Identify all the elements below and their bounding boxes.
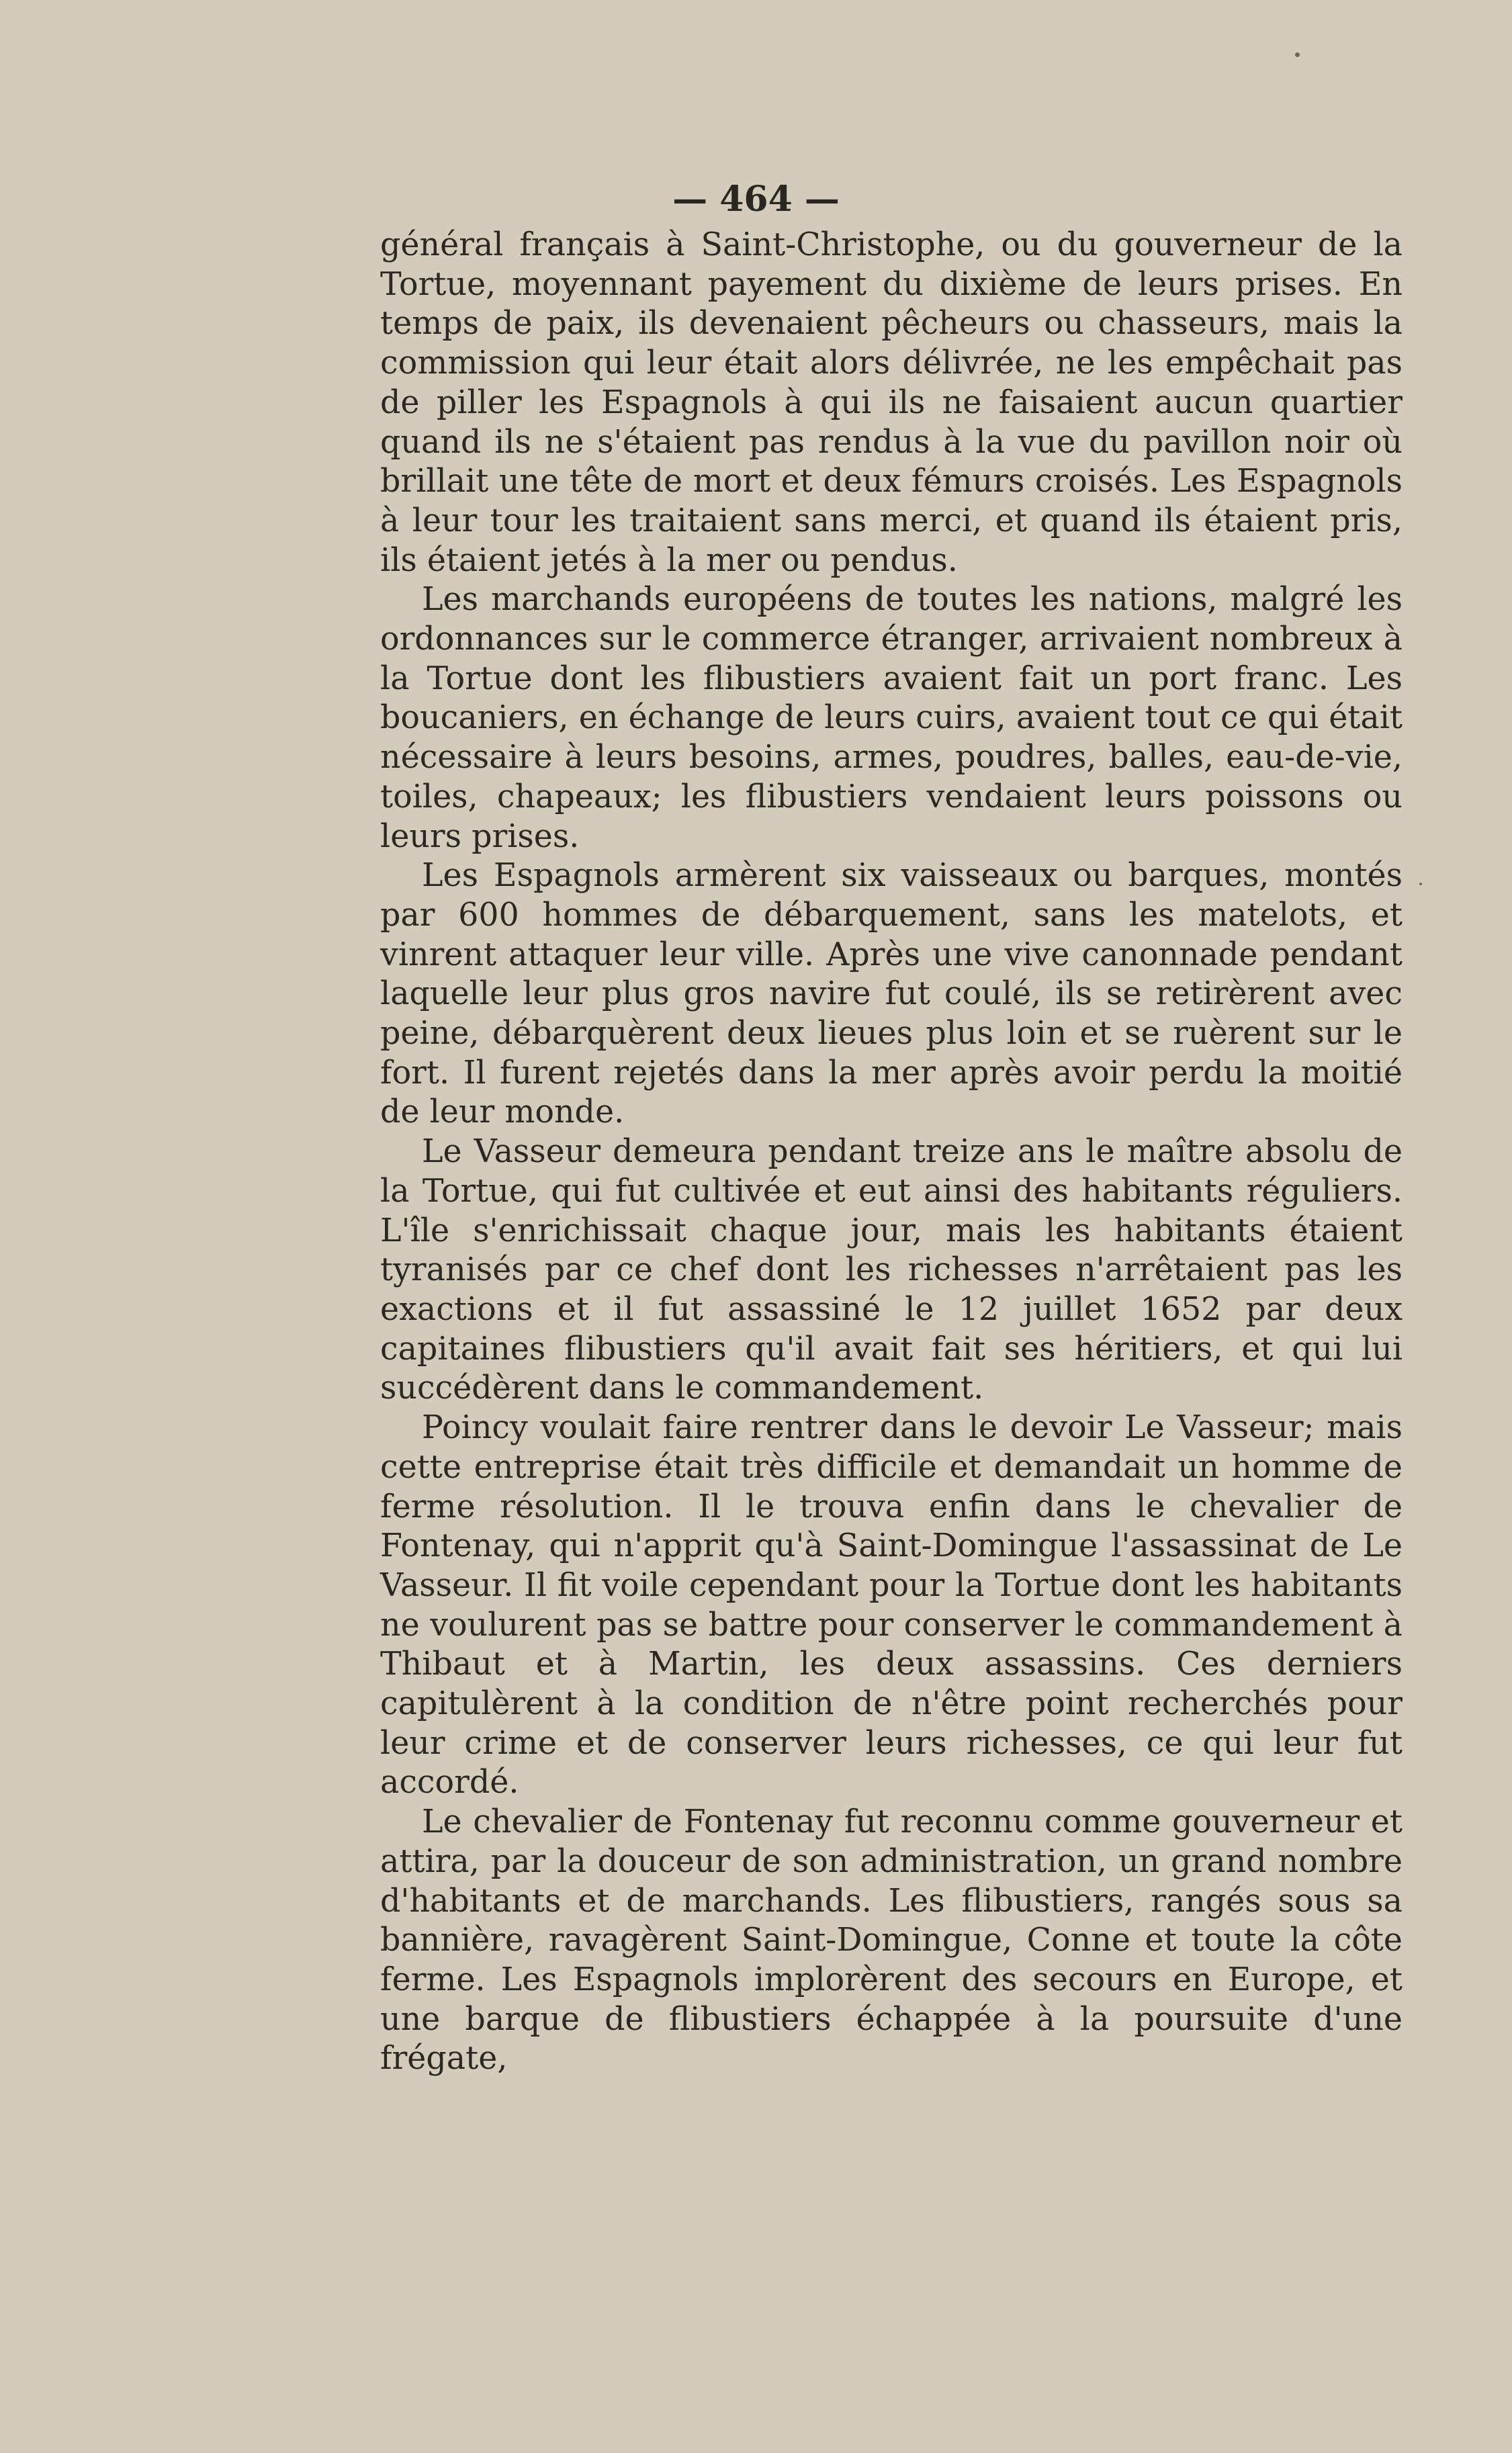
paragraph-3: Les Espagnols armèrent six vaisseaux ou barques, montés par 600 hommes de débarquement, sans les matelots, et vinrent attaquer leur ville. Après une vive canonnade pendant laquelle leur plus gros navire fut coulé, ils se retirèrent avec peine, débarquèrent deux lieues plus loin et se ruèrent sur le fort. Il furent rejetés dans la mer après avoir perdu la moitié de leur monde.	[380, 857, 1403, 1131]
body-text	[380, 226, 1403, 2079]
ink-speck	[1419, 883, 1422, 885]
paragraph-5: Poincy voulait faire rentrer dans le devoir Le Vasseur; mais cette entreprise était très difficile et demandait un homme de ferme résolution. Il le trouva enfin dans le chevalier de Fontenay, qui n'apprit qu'à Saint-Domingue l'assassinat de Le Vasseur. Il fit voile cependant pour la Tortue dont les habitants ne voulurent pas se battre pour conserver le commandement à Thibaut et à Martin, les deux assassins. Ces derniers capitulèrent à la condition de n'être point recherchés pour leur crime et de conserver leurs richesses, ce qui leur fut accordé.	[380, 1409, 1403, 1801]
paragraph-2: Les marchands européens de toutes les nations, malgré les ordonnances sur le commerce étranger, arrivaient nombreux à la Tortue dont les flibustiers avaient fait un port franc. Les boucaniers, en échange de leurs cuirs, avaient tout ce qui était nécessaire à leurs besoins, armes, poudres, balles, eau-de-vie, toiles, chapeaux; les flibustiers vendaient leurs poissons ou leurs prises.	[380, 581, 1403, 855]
page-number: — 464 —	[672, 179, 840, 220]
paragraph-4: Le Vasseur demeura pendant treize ans le maître absolu de la Tortue, qui fut cultivée et eut ainsi des habitants réguliers. L'île s'enrichissait chaque jour, mais les habitants étaient tyranisés par ce chef dont les richesses n'arrêtaient pas les exactions et il fut assassiné le 12 juillet 1652 par deux capitaines flibustiers qu'il avait fait ses héritiers, et qui lui succédèrent dans le commandement.	[380, 1133, 1403, 1407]
paragraph-6: Le chevalier de Fontenay fut reconnu comme gouverneur et attira, par la douceur de son administration, un grand nombre d'habitants et de marchands. Les flibustiers, rangés sous sa bannière, ravagèrent Saint-Domingue, Conne et toute la côte ferme. Les Espagnols implorèrent des secours en Europe, et une barque de flibustiers échappée à la poursuite d'une frégate,	[380, 1803, 1403, 2078]
paragraph-1: général français à Saint-Christophe, ou du gouverneur de la Tortue, moyennant payement du dixième de leurs prises. En temps de paix, ils devenaient pêcheurs ou chasseurs, mais la commission qui leur était alors délivrée, ne les empêchait pas de piller les Espagnols à qui ils ne faisaient aucun quartier quand ils ne s'étaient pas rendus à la vue du pavillon noir où brillait une tête de mort et deux fémurs croisés. Les Espagnols à leur tour les traitaient sans merci, et quand ils étaient pris, ils étaient jetés à la mer ou pendus.	[380, 226, 1403, 579]
ink-speck	[1295, 52, 1300, 57]
